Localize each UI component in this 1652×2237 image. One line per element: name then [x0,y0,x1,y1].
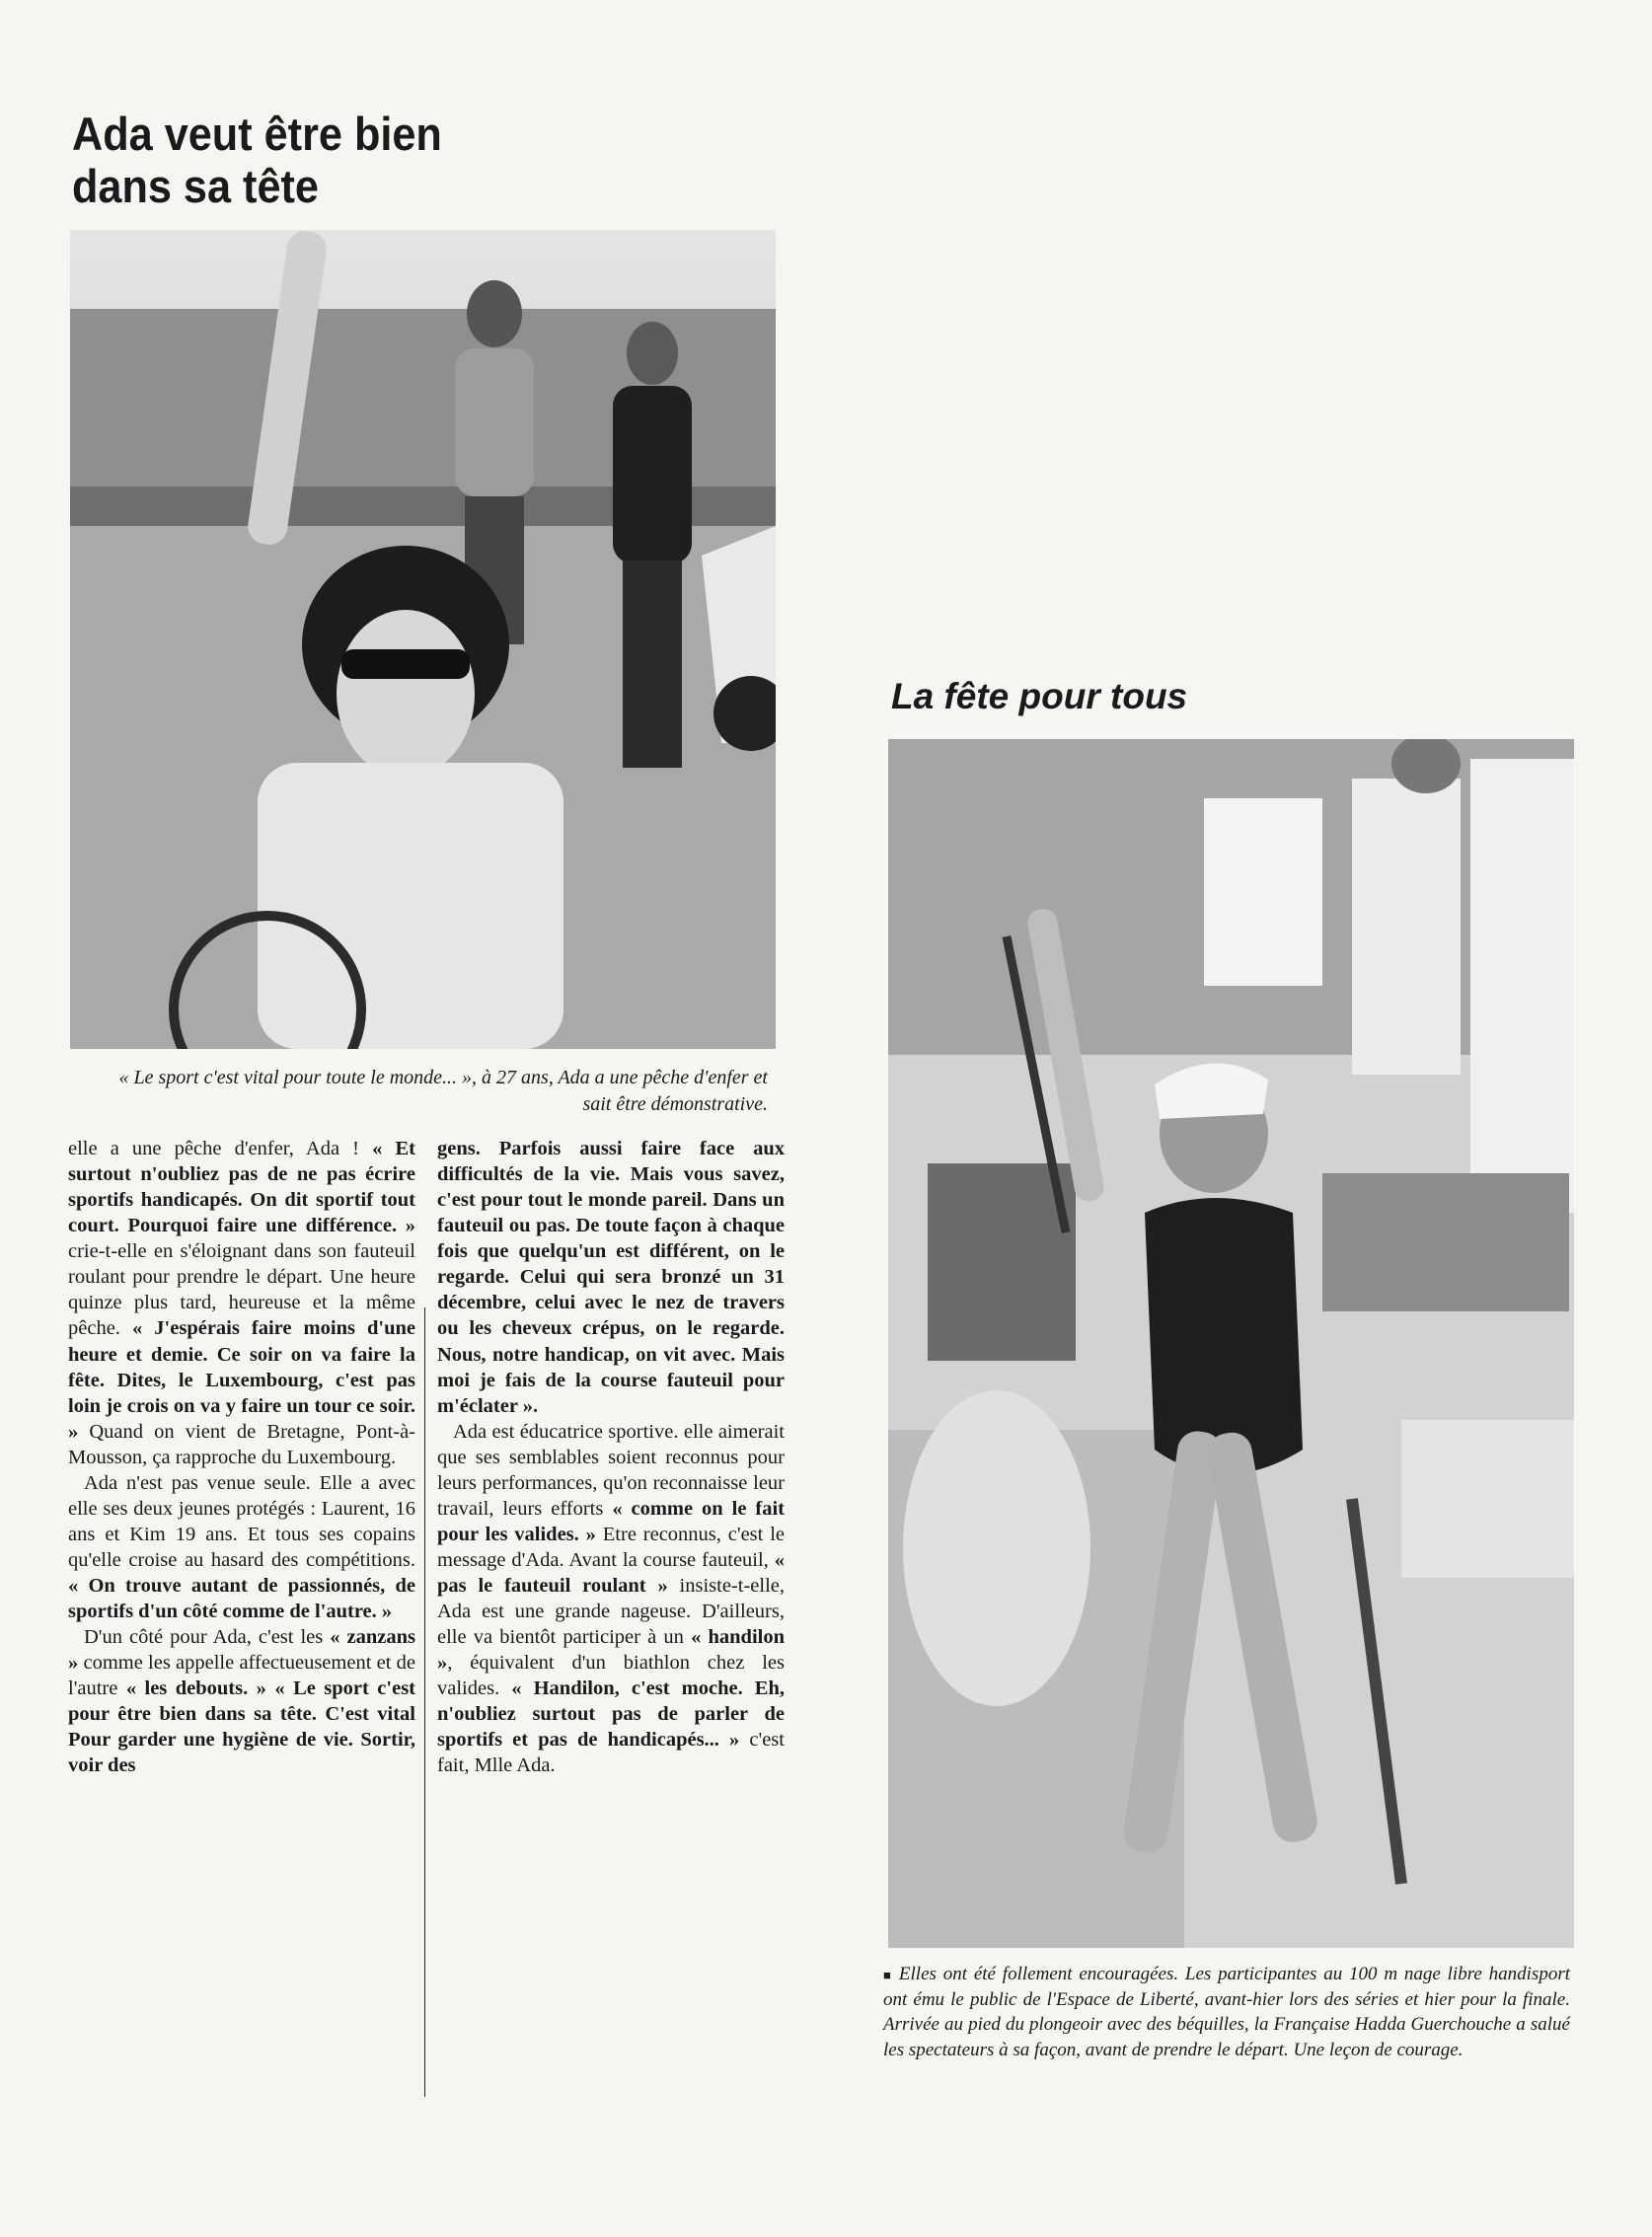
column-divider [424,1307,425,2097]
text-run: Ada n'est pas venue seule. Elle a avec elle ses deux jeunes protégés : Laurent, 16 ans et Kim 19 ans. Et tous ses copains qu'elle croise au hasard des compétitions. [68,1471,415,1571]
article-fete [883,676,1574,2063]
text-run: , équivalent d'un biathlon chez les valides. [437,1651,785,1699]
quote-run: « pas le fauteuil roulant » [437,1548,785,1597]
text-run: crie-t-elle en s'éloignant dans son fauteuil roulant pour prendre le départ. Une heure quinze plus tard, heureuse et la même pêche. [68,1240,415,1340]
body-paragraph [437,1419,785,1778]
quote-run: « Le sport c'est pour être bien dans sa tête. C'est vital Pour garder une hygiène de vie. Sortir, voir des [68,1677,415,1776]
article-ada [64,108,786,1778]
photo-caption: « Le sport c'est vital pour toute le monde... », à 27 ans, Ada a une pêche d'enfer et sait être démonstrative. [118,1067,768,1116]
photo-illustration-2 [888,739,1574,1948]
quote-run: « les debouts. » [125,1677,266,1699]
photo-caption-2 [883,1954,1574,2063]
quote-run: gens. Parfois aussi faire face aux difficultés de la vie. Mais vous savez, c'est pour tout le monde pareil. Dans un fauteuil ou pas. De toute façon à chaque fois que quelqu'un est différent, on le regarde. Celui qui sera bronzé un 31 décembre, celui avec le nez de travers ou les cheveux crépus, on le regarde. Nous, notre handicap, on vit avec. Mais moi je fais de la course fauteuil pour m'éclater ». [437,1138,785,1417]
body-column-1 [68,1136,415,1778]
body-paragraph [437,1136,785,1418]
wheelchair-athlete-photo [70,230,776,1049]
caption-bullet-icon: ■ [883,1968,893,1982]
quote-run: « J'espérais faire moins d'une heure et demie. Ce soir on va faire la fête. Dites, le Luxembourg, c'est pas loin je crois on va y faire un tour ce soir. » [68,1317,416,1443]
caption-text: Elles ont été follement encouragées. Les participantes au 100 m nage libre handisport ont ému le public de l'Espace de Liberté, avant-hier lors des séries et hier pour la finale. Arrivée au pied du plongeoir avec des béquilles, la Française Hadda Guerchouche a salué les spectateurs à sa façon, avant de prendre le départ. Une leçon de courage. [883,1964,1570,2060]
quote-run: « On trouve autant de passionnés, de sportifs d'un côté comme de l'autre. » [68,1574,415,1622]
body-paragraph [68,1470,415,1624]
quote-run: « zanzans » [68,1625,416,1674]
text-run: Quand on vient de Bretagne, Pont-à-Mousson, ça rapproche du Luxembourg. [68,1420,415,1468]
text-run: comme les appelle affectueusement et de l'autre [68,1651,415,1699]
headline-line-2: dans sa tête [72,159,319,212]
body-paragraph [68,1624,415,1778]
text-run: insiste-t-elle, Ada est une grande nageuse. D'ailleurs, elle va bientôt participer à un [437,1574,785,1648]
swimmer-photo [888,739,1574,1948]
quote-run: « Handilon, c'est moche. Eh, n'oubliez surtout pas de parler de sportifs et pas de handicapés... » [437,1677,785,1751]
quote-run: « Et surtout n'oubliez pas de ne pas écrire sportifs handicapés. On dit sportif tout court. Pourquoi faire une différence. » [68,1138,416,1237]
article-headline [72,109,723,212]
article-headline-2: La fête pour tous [891,676,1188,716]
text-run: elle a une pêche d'enfer, Ada ! [68,1138,373,1160]
headline-line-1: Ada veut être bien [72,108,442,160]
photo-illustration [70,230,776,1049]
body-column-2 [437,1136,785,1778]
quote-run: « comme on le fait pour les valides. » [437,1497,785,1545]
body-paragraph [68,1136,415,1469]
text-run: Etre reconnus, c'est le message d'Ada. Avant la course fauteuil, [437,1523,786,1571]
text-run: c'est fait, Mlle Ada. [437,1728,785,1776]
text-run: D'un côté pour Ada, c'est les [84,1625,331,1648]
quote-run: « handilon » [437,1625,786,1674]
text-run: Ada est éducatrice sportive. elle aimerait que ses semblables soient reconnus pour leurs performances, qu'on reconnaisse leur travail, leurs efforts [437,1420,785,1520]
